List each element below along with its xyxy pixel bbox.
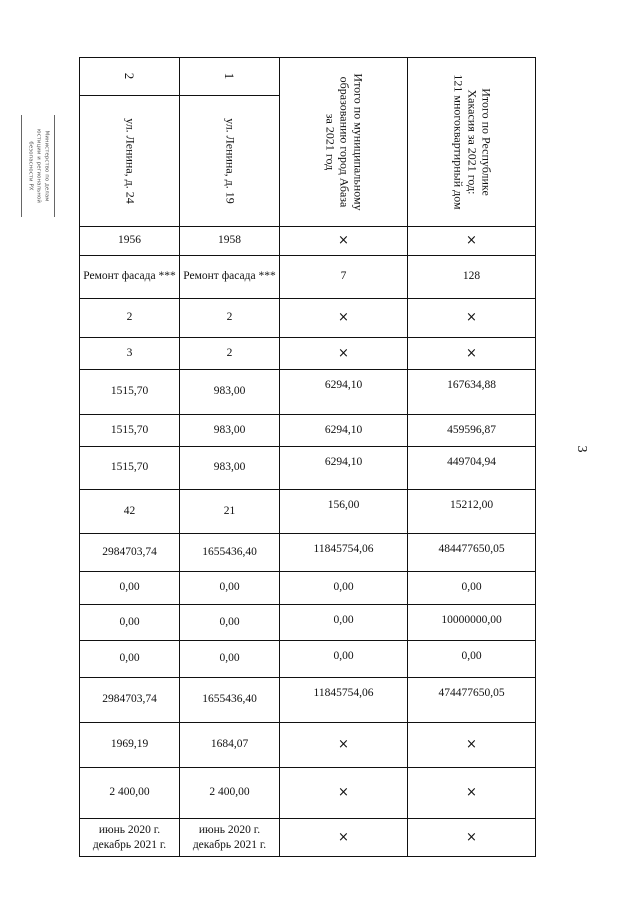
table-cell: 2 bbox=[226, 346, 233, 359]
table-cell: 2 400,00 bbox=[209, 786, 250, 799]
column-header: Итого по Республике Хакасия за 2021 год: 121 многоквартирный дом bbox=[451, 73, 493, 210]
table-cell: 983,00 bbox=[213, 385, 246, 398]
cross-mark: × bbox=[466, 345, 477, 361]
table-cell: Ремонт фасада *** bbox=[183, 270, 276, 283]
table-cell: 474477650,05 bbox=[438, 687, 505, 699]
table-cell: 449704,94 bbox=[447, 456, 496, 468]
table-cell: 2984703,74 bbox=[102, 545, 157, 558]
table-cell: 11845754,06 bbox=[313, 543, 374, 555]
table-cell: 6294,10 bbox=[324, 456, 363, 468]
ministry-stamp bbox=[21, 115, 55, 217]
table-cell: 459596,87 bbox=[447, 424, 496, 436]
table-cell: 2984703,74 bbox=[102, 693, 157, 706]
column-number: 2 bbox=[122, 72, 138, 80]
table-cell: 1956 bbox=[118, 234, 141, 247]
table-cell: июнь 2020 г. декабрь 2021 г. bbox=[92, 824, 167, 851]
table-cell: 1515,70 bbox=[110, 385, 149, 398]
cross-mark: × bbox=[466, 233, 477, 249]
cross-mark: × bbox=[466, 785, 477, 801]
table-cell: 0,00 bbox=[219, 581, 240, 594]
table-cell: 7 bbox=[340, 270, 347, 283]
table-cell: 0,00 bbox=[461, 650, 482, 662]
table-cell: 21 bbox=[223, 504, 236, 517]
table-cell: 0,00 bbox=[333, 614, 354, 626]
table-cell: 156,00 bbox=[327, 499, 360, 511]
table-cell: 0,00 bbox=[333, 650, 354, 662]
table-cell: 167634,88 bbox=[447, 379, 496, 391]
table-cell: 15212,00 bbox=[449, 499, 494, 511]
cross-mark: × bbox=[338, 310, 349, 326]
column-header: ул. Ленина, д. 19 bbox=[222, 117, 237, 204]
table-cell: 0,00 bbox=[333, 581, 354, 593]
column-number: 1 bbox=[222, 72, 238, 80]
table-cell: Ремонт фасада *** bbox=[83, 270, 176, 283]
table-cell: июнь 2020 г. декабрь 2021 г. bbox=[192, 824, 267, 851]
table-cell: 1969,19 bbox=[110, 738, 149, 751]
page-number: 3 bbox=[574, 445, 589, 453]
stamp-text: Министерство по делам юстиции и региональной безопасности РХ bbox=[28, 128, 50, 204]
table-cell: 0,00 bbox=[219, 652, 240, 665]
table-cell: 10000000,00 bbox=[441, 614, 502, 626]
cross-mark: × bbox=[338, 829, 349, 845]
table-cell: 6294,10 bbox=[324, 379, 363, 391]
table-cell: 128 bbox=[462, 270, 481, 283]
table-cell: 484477650,05 bbox=[438, 543, 505, 555]
table-cell: 1655436,40 bbox=[202, 545, 257, 558]
table-cell: 0,00 bbox=[119, 581, 140, 594]
cross-mark: × bbox=[466, 829, 477, 845]
table-cell: 1684,07 bbox=[210, 738, 249, 751]
cross-mark: × bbox=[338, 785, 349, 801]
table-cell: 983,00 bbox=[213, 461, 246, 474]
cross-mark: × bbox=[338, 737, 349, 753]
table-cell: 2 400,00 bbox=[109, 786, 150, 799]
table-cell: 1655436,40 bbox=[202, 693, 257, 706]
table-cell: 0,00 bbox=[119, 652, 140, 665]
column-header: ул. Ленина, д. 24 bbox=[122, 117, 137, 204]
table-cell: 3 bbox=[126, 346, 133, 359]
table-cell: 2 bbox=[126, 311, 133, 324]
table-cell: 1958 bbox=[218, 234, 241, 247]
table-cell: 0,00 bbox=[119, 615, 140, 628]
table-cell: 1515,70 bbox=[110, 461, 149, 474]
table-cell: 1515,70 bbox=[110, 423, 149, 436]
cross-mark: × bbox=[338, 345, 349, 361]
table-cell: 0,00 bbox=[461, 581, 482, 593]
cross-mark: × bbox=[338, 233, 349, 249]
column-header: Итого по муниципальному образованию город Абаза за 2021 год bbox=[323, 72, 365, 211]
table-cell: 983,00 bbox=[213, 423, 246, 436]
table-cell: 6294,10 bbox=[324, 424, 363, 436]
table-cell: 11845754,06 bbox=[313, 687, 374, 699]
table-cell: 42 bbox=[123, 504, 136, 517]
table-cell: 2 bbox=[226, 311, 233, 324]
cross-mark: × bbox=[466, 737, 477, 753]
table-row-line bbox=[79, 856, 536, 857]
cross-mark: × bbox=[466, 310, 477, 326]
table-cell: 0,00 bbox=[219, 615, 240, 628]
